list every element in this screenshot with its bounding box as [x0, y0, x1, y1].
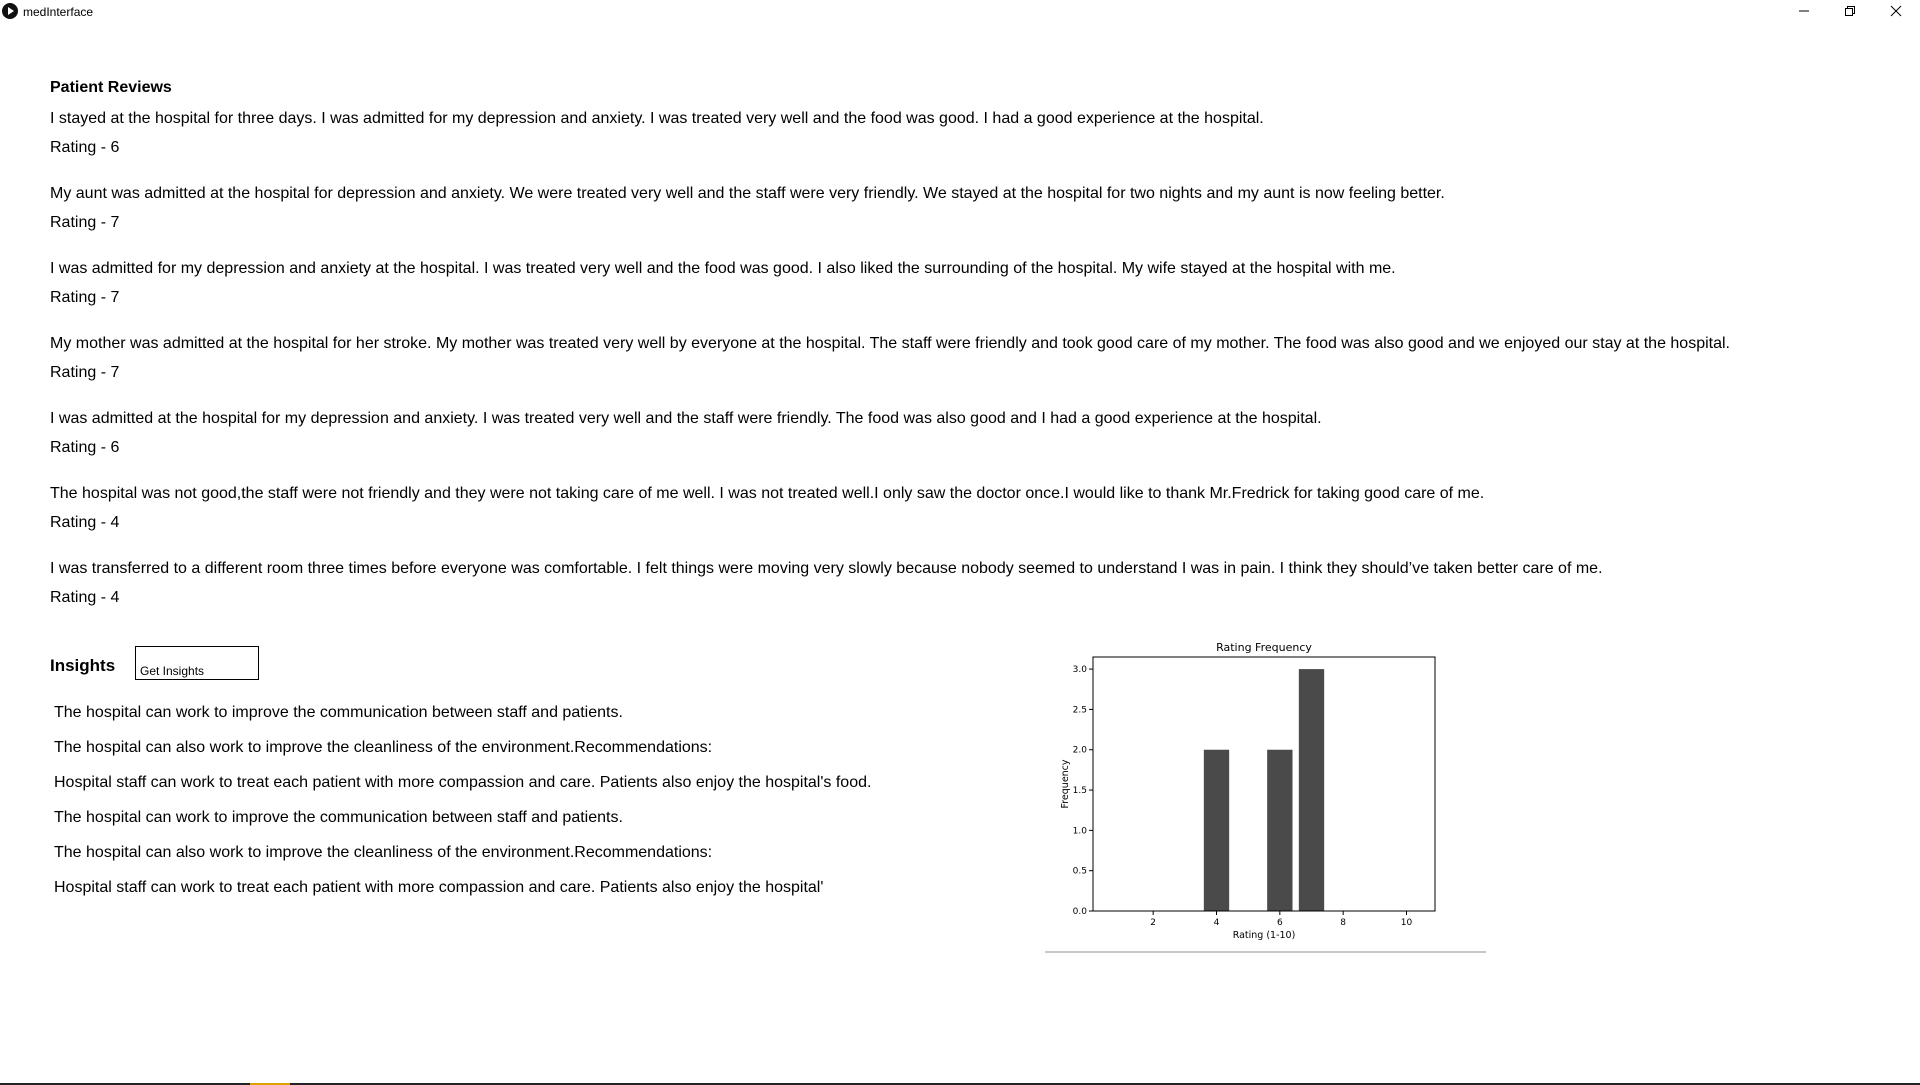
y-tick-label: 1.5 — [1072, 786, 1087, 797]
review-text: The hospital was not good,the staff were not friendly and they were not taking care of me well. I was not treated well.I only saw the doctor once.I would like to thank Mr.Fredrick for taking good care of me. — [50, 485, 1485, 502]
review-text: I was transferred to a different room three times before everyone was comfortable. I felt things were moving very slowly because nobody seemed to understand I was in pain. I think they should’ve taken better care of me. — [50, 560, 1603, 577]
rating-frequency-chart — [1040, 636, 1480, 956]
x-tick-label: 10 — [1400, 918, 1413, 928]
review-text: My aunt was admitted at the hospital for depression and anxiety. We were treated very well and the staff were very friendly. We stayed at the hospital for two nights and my aunt is now feeling better. — [50, 185, 1445, 202]
close-icon — [1890, 5, 1902, 17]
app-play-icon — [2, 3, 18, 19]
chart-bar — [1267, 750, 1292, 911]
x-tick-label: 6 — [1276, 918, 1283, 928]
insight-line: Hospital staff can work to treat each patient with more compassion and care. Patients also enjoy the hospital's food. — [54, 774, 872, 791]
x-tick-label: 2 — [1150, 918, 1157, 928]
title-bar — [0, 0, 1920, 24]
review-rating: Rating - 7 — [50, 289, 120, 306]
insights-heading: Insights — [50, 656, 116, 675]
chart-bar — [1204, 750, 1229, 911]
restore-button[interactable] — [1827, 0, 1873, 22]
close-button[interactable] — [1873, 0, 1919, 22]
y-axis-label: Frequency — [1060, 759, 1071, 809]
review-rating: Rating - 4 — [50, 514, 120, 531]
chart-bar — [1299, 669, 1324, 911]
review-rating: Rating - 7 — [50, 364, 120, 381]
review-rating: Rating - 7 — [50, 214, 120, 231]
chart-title: Rating Frequency — [1216, 641, 1312, 654]
minimize-button[interactable] — [1781, 0, 1827, 22]
y-tick-label: 3.0 — [1072, 665, 1087, 676]
x-tick-label: 8 — [1340, 918, 1347, 928]
insight-line: The hospital can also work to improve the cleanliness of the environment.Recommendations: — [54, 739, 713, 756]
review-text: I stayed at the hospital for three days. I was admitted for my depression and anxiety. I was treated very well and the food was good. I had a good experience at the hospital. — [50, 110, 1264, 127]
insight-line: Hospital staff can work to treat each patient with more compassion and care. Patients also enjoy the hospital' — [54, 879, 824, 896]
x-tick-label: 4 — [1213, 918, 1220, 928]
review-rating: Rating - 6 — [50, 139, 120, 156]
reviews-heading: Patient Reviews — [50, 79, 172, 96]
review-rating: Rating - 4 — [50, 589, 120, 606]
review-rating: Rating - 6 — [50, 439, 120, 456]
window-title: medInterface — [23, 5, 94, 19]
y-tick-label: 1.0 — [1072, 826, 1087, 837]
review-text: My mother was admitted at the hospital for her stroke. My mother was treated very well by everyone at the hospital. The staff were friendly and took good care of my mother. The food was also good and we enjoyed our stay at the hospital. — [50, 335, 1730, 352]
insight-line: The hospital can work to improve the communication between staff and patients. — [54, 704, 623, 721]
x-axis-label: Rating (1-10) — [1232, 930, 1296, 941]
review-text: I was admitted for my depression and anxiety at the hospital. I was treated very well and the food was good. I also liked the surrounding of the hospital. My wife stayed at the hospital with me. — [50, 260, 1396, 277]
y-tick-label: 2.0 — [1072, 745, 1087, 756]
chart-plot-frame — [1093, 657, 1435, 911]
get-insights-button[interactable]: Get Insights — [135, 646, 259, 680]
minimize-icon — [1798, 5, 1810, 17]
insight-line: The hospital can work to improve the communication between staff and patients. — [54, 809, 623, 826]
y-tick-label: 2.5 — [1072, 705, 1087, 716]
insight-line: The hospital can also work to improve the cleanliness of the environment.Recommendations: — [54, 844, 713, 861]
review-text: I was admitted at the hospital for my depression and anxiety. I was treated very well and the staff were friendly. The food was also good and I had a good experience at the hospital. — [50, 410, 1322, 427]
y-tick-label: 0.0 — [1072, 907, 1087, 917]
restore-icon — [1844, 5, 1856, 17]
chart-divider — [1045, 951, 1486, 953]
y-tick-label: 0.5 — [1072, 866, 1087, 877]
